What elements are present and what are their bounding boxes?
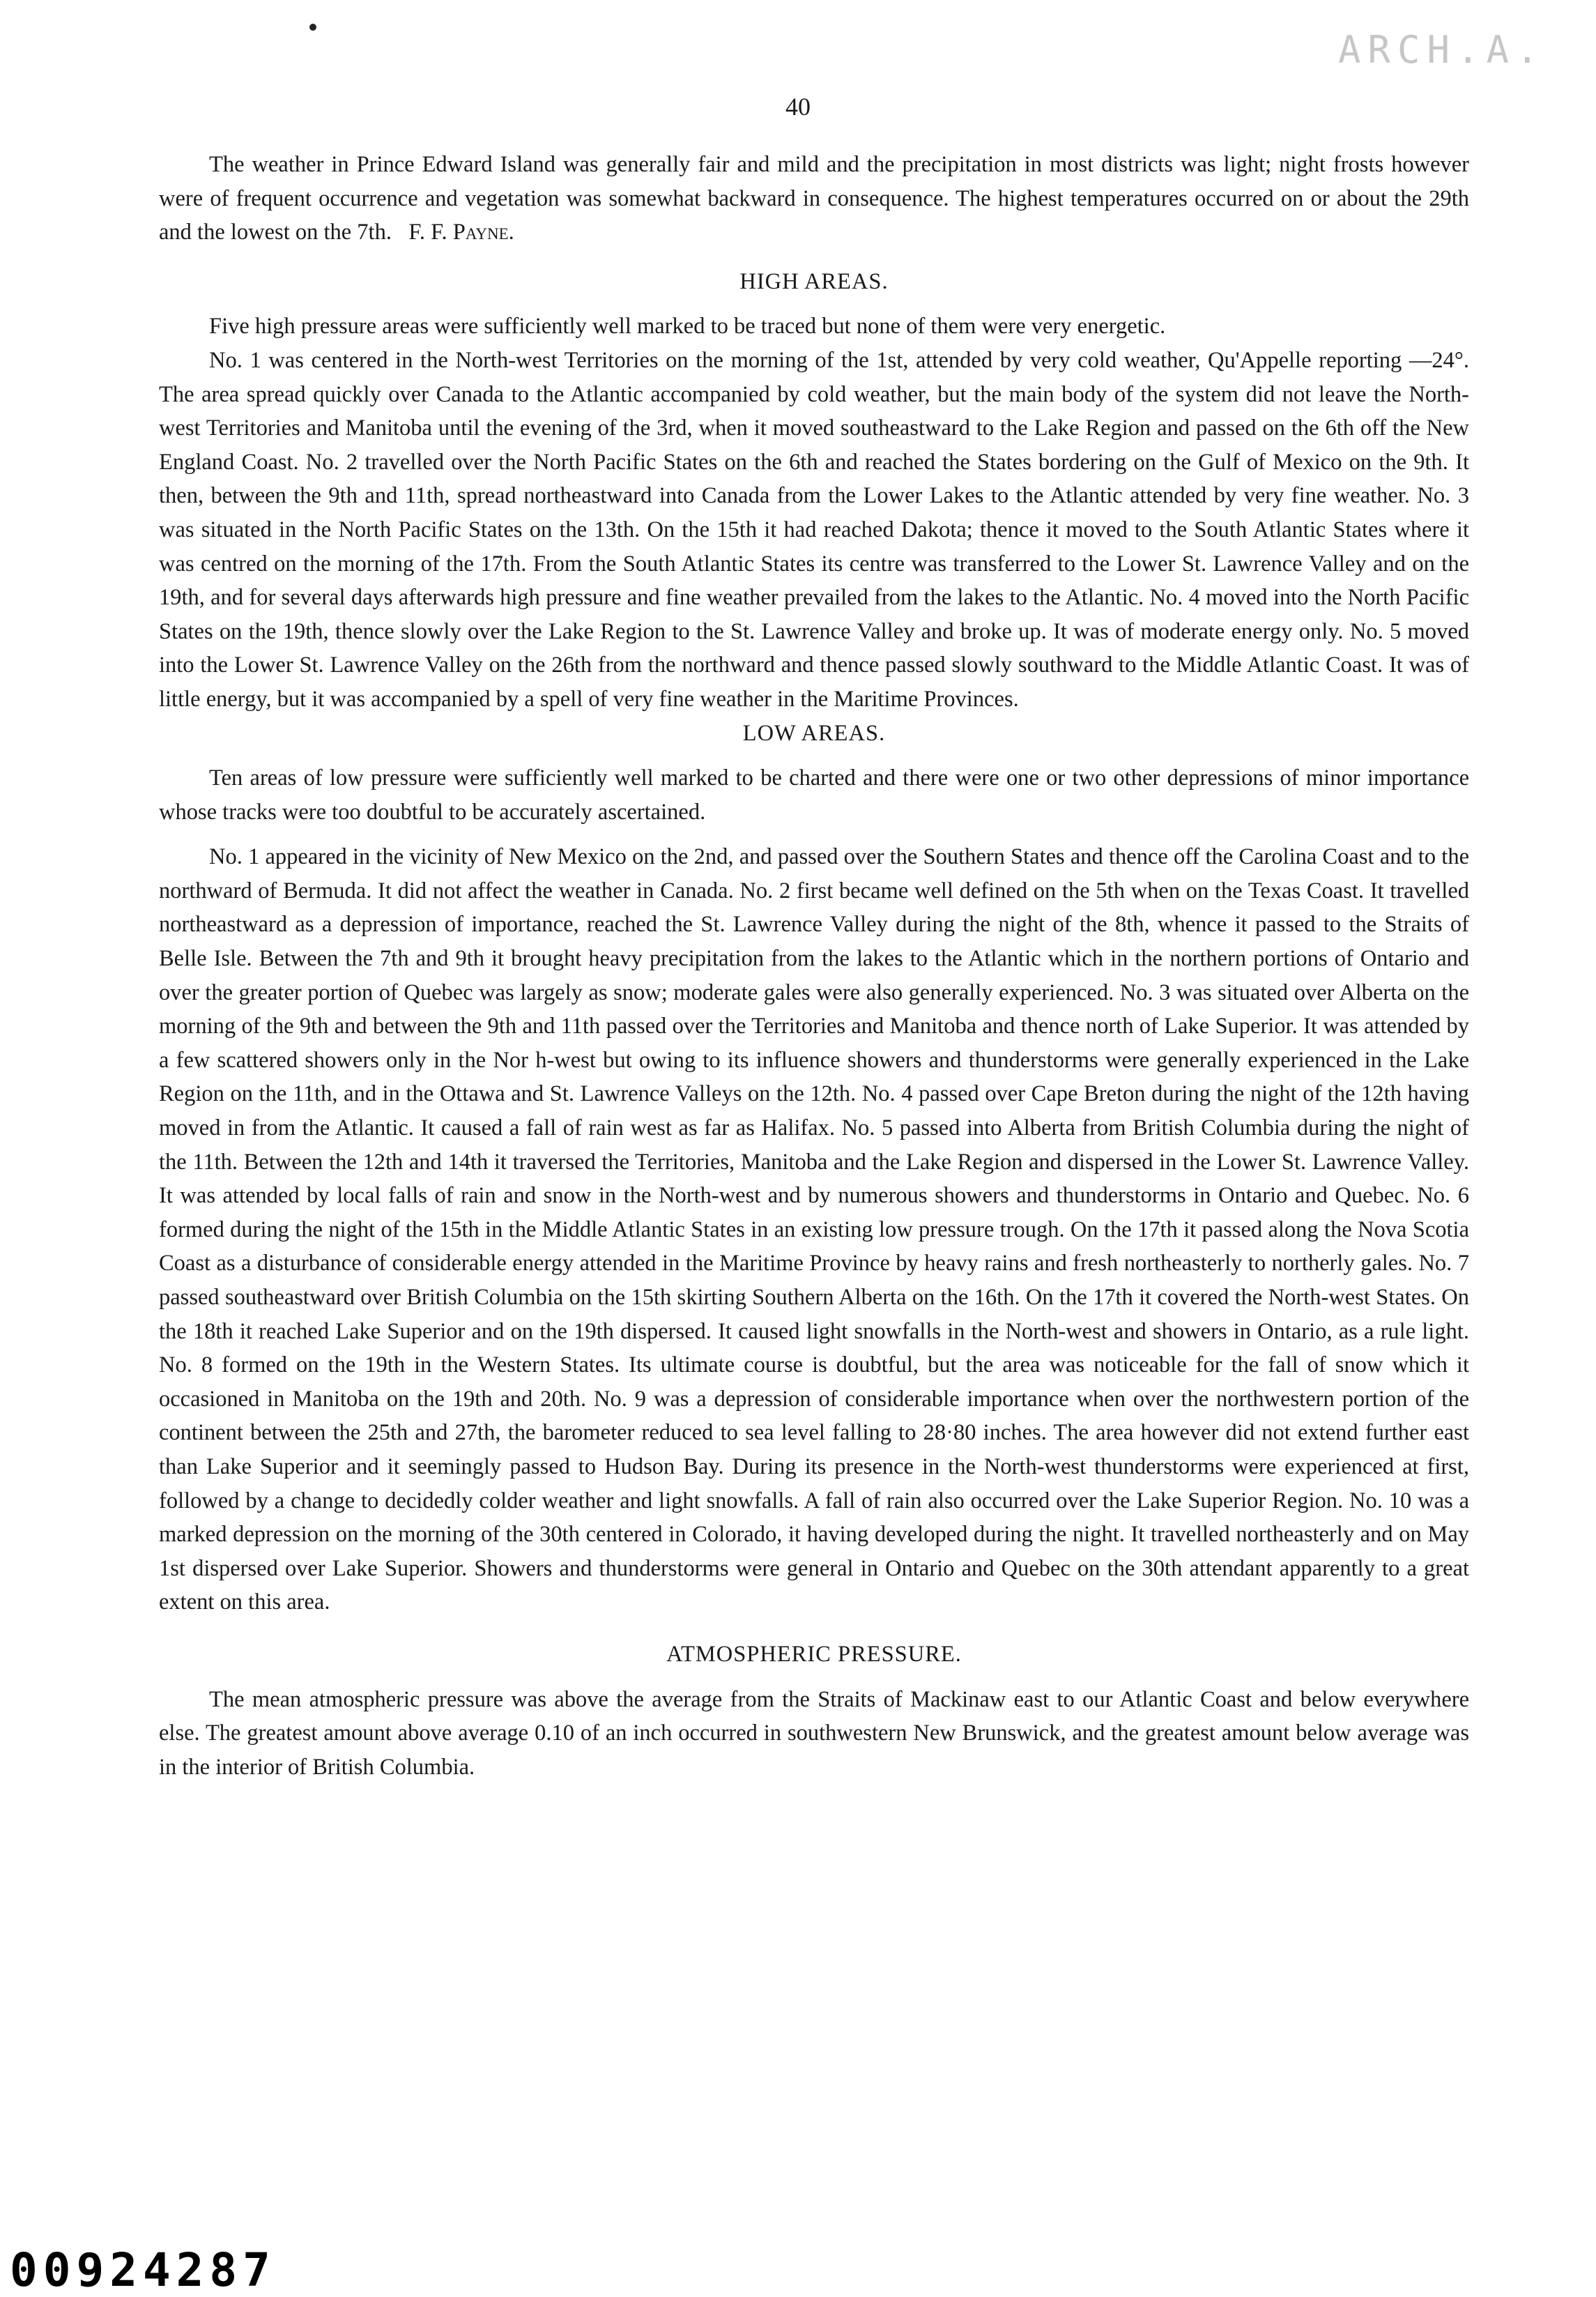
high-areas-paragraph-2: No. 1 was centered in the North-west Territories on the morning of the 1st, attended by very cold weather, Qu'Appelle reporting —24°. The area spread quickly over Canada to the Atlantic accompanied by cold weather, but the main body of the system did not leave the North-west Territories and Manitoba until the evening of the 3rd, when it moved southeastward to the Lake Region and passed on the 6th off the New England Coast. No. 2 travelled over the North Pacific States on the 6th and reached the States bordering on the Gulf of Mexico on the 9th. It then, between the 9th and 11th, spread northeastward into Canada from the Lower Lakes to the Atlantic attended by very fine weather. No. 3 was situated in the North Pacific States on the 13th. On the 15th it had reached Dakota; thence it moved to the South Atlantic States where it was centred on the morning of the 17th. From the South Atlantic States its centre was transferred to the Lower St. Lawrence Valley and on the 19th, and for several days afterwards high pressure and fine weather prevailed from the lakes to the Atlantic. No. 4 moved into the North Pacific States on the 19th, thence slowly over the Lake Region to the St. Lawrence Valley and broke up. It was of moderate energy only. No. 5 moved into the Lower St. Lawrence Valley on the 26th from the northward and thence passed slowly southward to the Middle Atlantic Coast. It was of little energy, but it was accompanied by a spell of very fine weather in the Maritime Provinces.: [159, 347, 1469, 712]
high-areas-paragraph-1: Five high pressure areas were sufficiently well marked to be traced but none of them were very energetic.: [209, 314, 1166, 339]
archive-stamp: ARCH.A.: [1338, 28, 1546, 72]
page-number: 40: [785, 93, 811, 121]
scan-identifier: 00924287: [10, 2243, 276, 2297]
intro-paragraph: [159, 148, 1469, 250]
ink-dot: [309, 24, 316, 31]
atmospheric-pressure-paragraph: The mean atmospheric pressure was above the average from the Straits of Mackinaw east to our Atlantic Coast and below everywhere else. The greatest amount above average 0.10 of an inch occurred in southwestern New Brunswick, and the greatest amount below average was in the interior of British Columbia.: [159, 1686, 1469, 1780]
low-areas-paragraph-1: Ten areas of low pressure were sufficiently well marked to be charted and there were one or two other depressions of minor importance whose tracks were too doubtful to be accurately ascertained.: [159, 765, 1469, 825]
heading-high-areas: HIGH AREAS.: [739, 268, 889, 294]
page-body: [159, 148, 1469, 1784]
heading-low-areas: LOW AREAS.: [742, 720, 886, 746]
low-areas-paragraph-2: No. 1 appeared in the vicinity of New Mexico on the 2nd, and passed over the Southern States and thence off the Carolina Coast and to the northward of Bermuda. It did not affect the weather in Canada. No. 2 first became well defined on the 5th when on the Texas Coast. It travelled northeastward as a depression of importance, reached the St. Lawrence Valley during the night of the 8th, whence it passed to the Straits of Belle Isle. Between the 7th and 9th it brought heavy precipitation from the lakes to the Atlantic which in the northern portions of Ontario and over the greater portion of Quebec was largely as snow; moderate gales were also generally experienced. No. 3 was situated over Alberta on the morning of the 9th and between the 9th and 11th passed over the Territories and Manitoba and thence north of Lake Superior. It was attended by a few scattered showers only in the Nor h-west but owing to its influence showers and thunderstorms were generally experienced in the Lake Region on the 11th, and in the Ottawa and St. Lawrence Valleys on the 12th. No. 4 passed over Cape Breton during the night of the 12th having moved in from the Atlantic. It caused a fall of rain west as far as Halifax. No. 5 passed into Alberta from British Columbia during the night of the 11th. Between the 12th and 14th it traversed the Territories, Manitoba and the Lake Region and dispersed in the Lower St. Lawrence Valley. It was attended by local falls of rain and snow in the North-west and by numerous showers and thunderstorms in Ontario and Quebec. No. 6 formed during the night of the 15th in the Middle Atlantic States in an existing low pressure trough. On the 17th it passed along the Nova Scotia Coast as a disturbance of considerable energy attended in the Maritime Province by heavy rains and fresh northeasterly to northerly gales. No. 7 passed southeastward over British Columbia on the 15th skirting Southern Alberta on the 16th. On the 17th it covered the North-west States. On the 18th it reached Lake Superior and on the 19th dispersed. It caused light snowfalls in the North-west and showers in Ontario, as a rule light. No. 8 formed on the 19th in the Western States. Its ultimate course is doubtful, but the area was noticeable for the fall of snow which it occasioned in Manitoba on the 19th and 20th. No. 9 was a depression of considerable importance when over the northwestern portion of the continent between the 25th and 27th, the barometer reduced to sea level falling to 28·80 inches. The area however did not extend further east than Lake Superior and it seemingly passed to Hudson Bay. During its presence in the North-west thunderstorms were experienced at first, followed by a change to decidedly colder weather and light snowfalls. A fall of rain also occurred over the Lake Superior Region. No. 10 was a marked depression on the morning of the 30th centered in Colorado, it having developed during the night. It travelled northeasterly and on May 1st dispersed over Lake Superior. Showers and thunderstorms were general in Ontario and Quebec on the 30th attendant apparently to a great extent on this area.: [159, 844, 1469, 1615]
author-signature: F. F. Payne.: [408, 220, 514, 245]
heading-atmospheric-pressure: ATMOSPHERIC PRESSURE.: [666, 1641, 962, 1667]
intro-text: The weather in Prince Edward Island was generally fair and mild and the precipitation in most districts was light; night frosts however were of frequent occurrence and vegetation was somewhat backward in consequence. The highest temperatures occurred on or about the 29th and the lowest on the 7th.: [159, 152, 1469, 245]
